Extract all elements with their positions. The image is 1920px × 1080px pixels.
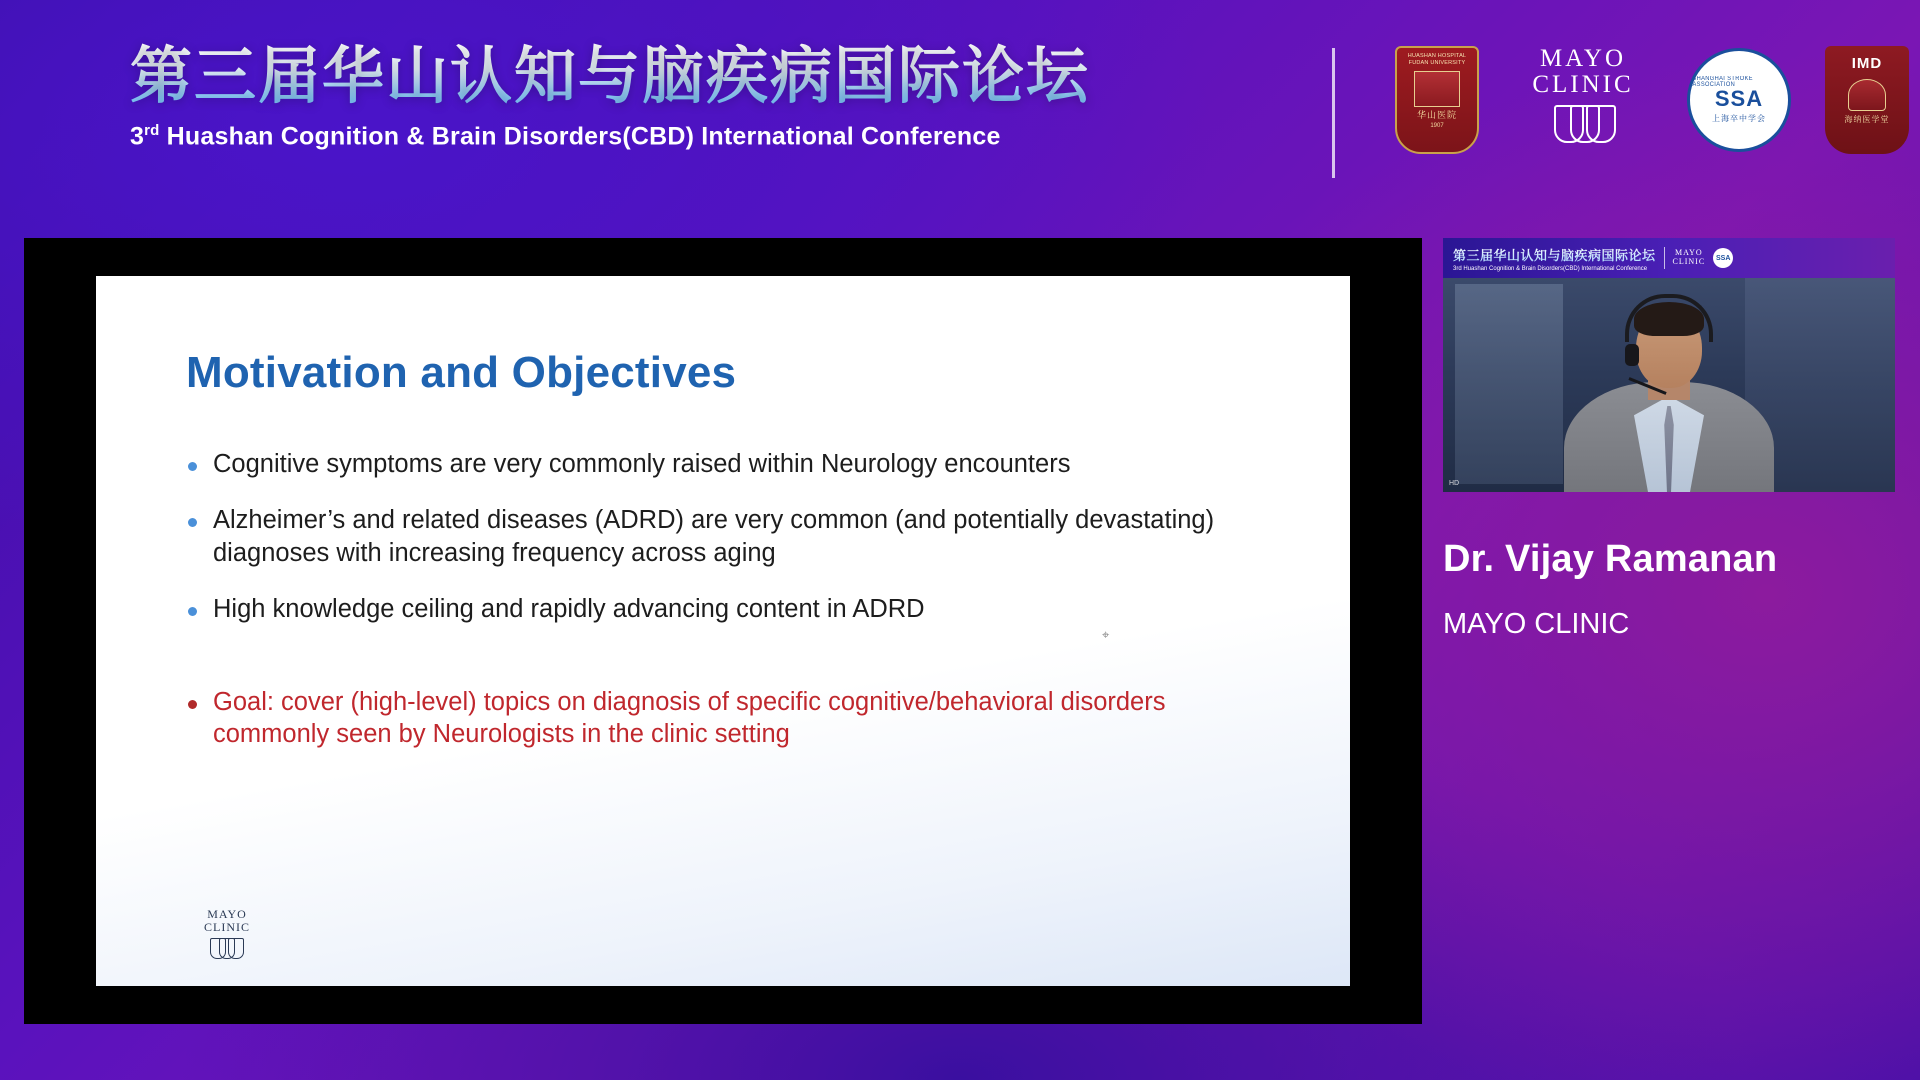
- conference-chinese-title: 第三届华山认知与脑疾病国际论坛: [130, 42, 1330, 110]
- bullet-text: Cognitive symptoms are very commonly raised within Neurology encounters: [213, 450, 1071, 478]
- background-door: [1455, 284, 1563, 484]
- ssa-logo-arc-text: SHANGHAI STROKE ASSOCIATION: [1692, 76, 1753, 88]
- header-divider: [1332, 48, 1335, 178]
- mayo-logo-line2: CLINIC: [1532, 71, 1634, 99]
- ssa-logo-cn: 上海卒中学会: [1712, 114, 1766, 123]
- headset-earcup-icon: [1625, 344, 1639, 366]
- header-logo-row: [1395, 46, 1909, 154]
- huashan-logo-en-line1: HUASHAN HOSPITAL: [1407, 53, 1467, 59]
- mayo-slide-logo-line2: CLINIC: [204, 919, 250, 934]
- speaker-affiliation: MAYO CLINIC: [1443, 608, 1630, 640]
- imd-logo-emblem-icon: [1848, 79, 1886, 111]
- mayo-slide-shields-icon: [210, 938, 244, 962]
- bullet-dot-icon: [188, 518, 197, 527]
- list-item: [188, 686, 1278, 751]
- bullet-dot-icon: [188, 700, 197, 709]
- speaker-name: Dr. Vijay Ramanan: [1443, 538, 1778, 580]
- video-overlay-banner: [1443, 238, 1895, 278]
- title-rest: Huashan Cognition & Brain Disorders(CBD) International Conference: [159, 122, 1001, 151]
- header-title-block: [130, 39, 1330, 152]
- video-banner-ssa-logo: SSA: [1713, 248, 1733, 268]
- bullet-text: High knowledge ceiling and rapidly advancing content in ADRD: [213, 595, 925, 624]
- imd-logo-cn: 海纳医学堂: [1844, 114, 1890, 124]
- mayo-logo-line1: MAYO: [1539, 45, 1627, 72]
- conference-english-title: [130, 122, 1330, 151]
- video-banner-mayo-logo: [1673, 249, 1706, 267]
- slide-bullet-list: [188, 448, 1278, 774]
- bullet-dot-icon: [188, 607, 197, 616]
- huashan-logo-year: 1907: [1430, 123, 1444, 129]
- video-banner-divider: [1664, 247, 1665, 269]
- mayo-slide-logo-line1: MAYO: [207, 906, 247, 921]
- webcam-scene: [1443, 278, 1895, 492]
- title-ordinal-suffix: rd: [144, 122, 160, 140]
- mayo-clinic-logo: [1513, 46, 1653, 154]
- bullet-text: Alzheimer’s and related diseases (ADRD) are very common (and potentially devastating) diagnoses with increasing frequency across aging: [213, 506, 1215, 567]
- presentation-frame[interactable]: [24, 238, 1422, 1024]
- shanghai-stroke-association-logo: [1687, 48, 1791, 152]
- huashan-hospital-logo: [1395, 46, 1479, 154]
- ssa-logo-acronym: SSA: [1714, 86, 1764, 111]
- imd-logo-word: IMD: [1851, 55, 1883, 72]
- imd-logo: [1825, 46, 1909, 154]
- video-banner-english-title: 3rd Huashan Cognition & Brain Disorders(CBD) International Conference: [1453, 265, 1648, 272]
- headset-icon: [1625, 294, 1713, 342]
- list-item: [188, 448, 1278, 480]
- video-quality-tag: HD: [1449, 480, 1460, 487]
- huashan-logo-en-line2: FUDAN UNIVERSITY: [1408, 59, 1466, 66]
- presentation-slide[interactable]: [96, 276, 1350, 986]
- list-item: [188, 504, 1278, 569]
- conference-header: [0, 0, 1920, 222]
- video-banner-mayo-line2: CLINIC: [1672, 257, 1706, 266]
- video-banner-chinese-title: 第三届华山认知与脑疾病国际论坛: [1453, 245, 1656, 264]
- bullet-text-highlighted: Goal: cover (high-level) topics on diagnosis of specific cognitive/behavioral disorders commonly seen by Neurologists in the clinic setting: [213, 687, 1166, 748]
- video-banner-mayo-line1: MAYO: [1674, 248, 1703, 258]
- mayo-three-shields-icon: [1554, 105, 1612, 151]
- huashan-logo-building-icon: [1414, 71, 1460, 107]
- mouse-cursor-icon: ⌖: [1102, 627, 1110, 642]
- mayo-clinic-slide-logo: [192, 908, 262, 962]
- slide-title: Motivation and Objectives: [186, 348, 737, 397]
- huashan-logo-cn: 华山医院: [1416, 109, 1457, 120]
- title-ordinal-number: 3: [130, 122, 145, 151]
- list-item: [188, 593, 1278, 625]
- speaker-webcam-video[interactable]: [1443, 238, 1895, 492]
- speaker-figure: [1564, 308, 1774, 492]
- bullet-dot-icon: [188, 462, 197, 471]
